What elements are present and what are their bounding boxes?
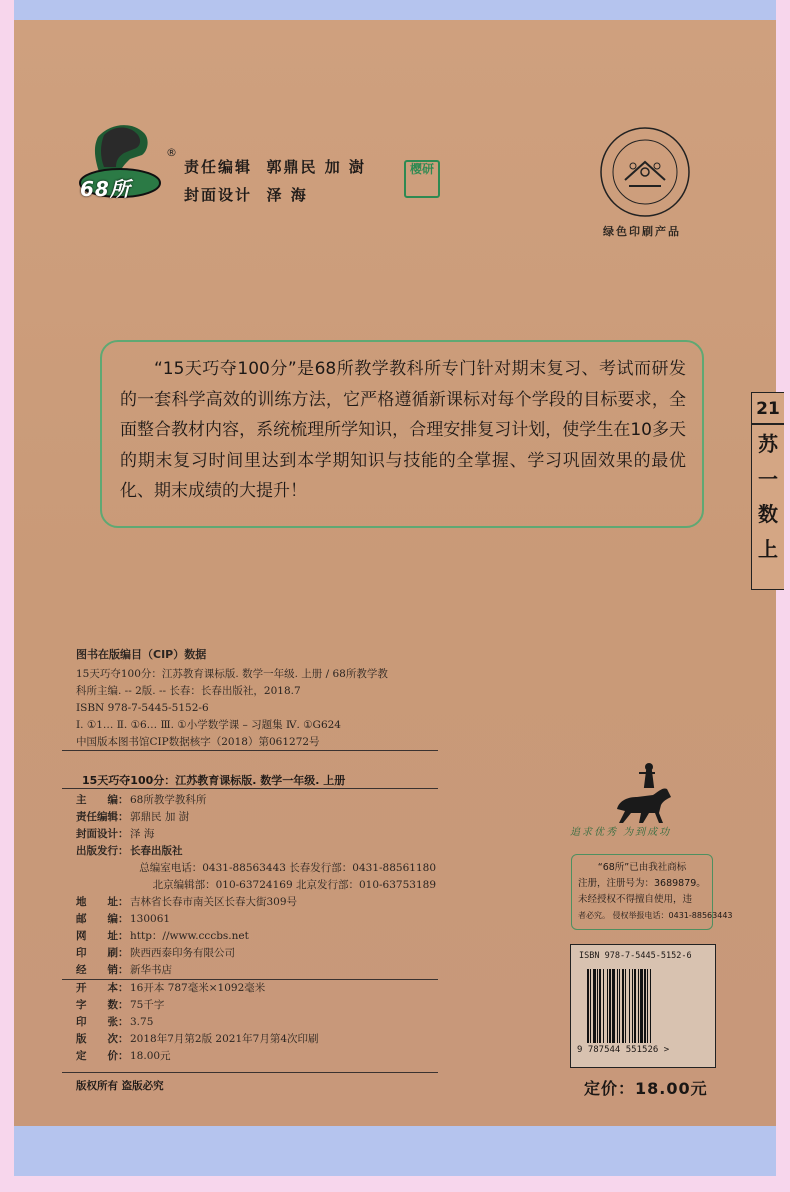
colophon-row: 主 编： 68所教学教科所	[76, 794, 207, 806]
tab-char: 数	[758, 501, 778, 526]
colophon-row: 印 张： 3.75	[76, 1016, 154, 1028]
intro-box	[100, 340, 704, 528]
cip-heading: 图书在版编目（CIP）数据	[76, 648, 207, 661]
intro-text: “15天巧夺100分”是68所教学教科所专门针对期末复习、考试而研发的一套科学高效的训练方法，它严格遵循新课标对每个学段的目标要求，全面整合教材内容，系统梳理所学知识，合理安排复习计划，使学生在10多天的期末复习时间里达到本学期知识与技能的全掌握、学习巩固效果的最优化、期末成绩的大提升！	[120, 359, 686, 501]
divider	[62, 1072, 438, 1073]
isbn-digits: 9 787544 551526 >	[577, 1045, 670, 1055]
book-back-cover	[14, 20, 780, 1126]
top-band	[14, 0, 776, 20]
colophon-row: 版 次： 2018年7月第2版 2021年7月第4次印刷	[76, 1033, 319, 1045]
tab-char: 苏	[758, 431, 778, 456]
colophon-table	[76, 792, 436, 1065]
isbn-text: ISBN 978-7-5445-5152-6	[579, 951, 692, 961]
bottom-band	[14, 1126, 776, 1176]
barcode-icon	[587, 969, 699, 1043]
colophon-row: 网 址： http：//www.cccbs.net	[76, 930, 249, 942]
cip-line: 科所主编. -- 2版. -- 长春：长春出版社，2018.7	[76, 685, 301, 697]
trademark-notice: “68所”已由我社商标 注册，注册号为：3689879。 未经授权不得擅自使用，违 者必究。 侵权举报电话：0431-88563443	[571, 854, 713, 930]
colophon-row: 定 价： 18.00元	[76, 1050, 171, 1062]
colophon-row: 邮 编： 130061	[76, 913, 171, 925]
colophon-row: 地 址： 吉林省长春市南关区长春大街309号	[76, 896, 298, 908]
colophon-row: 出版发行： 长春出版社	[76, 845, 183, 857]
cip-line: Ⅰ. ①1… Ⅱ. ①6… Ⅲ. ①小学数学课 – 习题集 Ⅳ. ①G624	[76, 719, 341, 731]
motto-text: 追求优秀 为到成功	[570, 827, 672, 838]
credit-editor: 责任编辑 郭鼎民 加 澍	[184, 158, 366, 176]
book-title-line: 15天巧夺100分：江苏教育课标版. 数学一年级. 上册	[82, 774, 346, 787]
environmental-label-icon	[599, 126, 691, 218]
tab-number: 21	[756, 399, 780, 419]
colophon-row: 字 数： 75千字	[76, 999, 165, 1011]
colophon-row: 北京编辑部：010-63724169 北京发行部：010-63753189	[152, 879, 436, 891]
divider	[62, 750, 438, 751]
logo-text: 68所	[80, 177, 131, 201]
cip-block	[76, 646, 476, 751]
colophon-row: 封面设计： 泽 海	[76, 828, 155, 840]
cip-line: 中国版本图书馆CIP数据核字（2018）第061272号	[76, 736, 320, 748]
horse-rider-icon	[609, 757, 679, 829]
green-seal-stamp: 樱研	[404, 160, 440, 198]
tab-char: 上	[758, 536, 778, 561]
colophon-row: 印 刷： 陕西西泰印务有限公司	[76, 947, 235, 959]
copyright-notice: 版权所有 盗版必究	[76, 1080, 164, 1092]
price-label: 定价：18.00元	[584, 1079, 708, 1098]
eco-caption: 绿色印刷产品	[603, 225, 681, 238]
cip-line: 15天巧夺100分：江苏教育课标版. 数学一年级. 上册 / 68所教学教	[76, 668, 388, 680]
cip-line: ISBN 978-7-5445-5152-6	[76, 702, 209, 714]
tab-char: 一	[758, 466, 778, 491]
divider	[62, 788, 438, 789]
colophon-row: 责任编辑： 郭鼎民 加 澍	[76, 811, 190, 823]
colophon-row: 总编室电话：0431-88563443 长春发行部：0431-88561180	[139, 862, 436, 874]
tab-divider	[752, 423, 784, 425]
colophon-row: 经 销： 新华书店	[76, 964, 172, 976]
isbn-barcode	[570, 944, 716, 1068]
colophon-row: 开 本： 16开本 787毫米×1092毫米	[76, 982, 266, 994]
spine-grade-tab	[751, 392, 784, 590]
brand-logo	[70, 115, 170, 215]
registered-mark: ®	[166, 146, 177, 159]
credits-block	[184, 153, 366, 209]
credit-cover-design: 封面设计 泽 海	[184, 186, 308, 204]
